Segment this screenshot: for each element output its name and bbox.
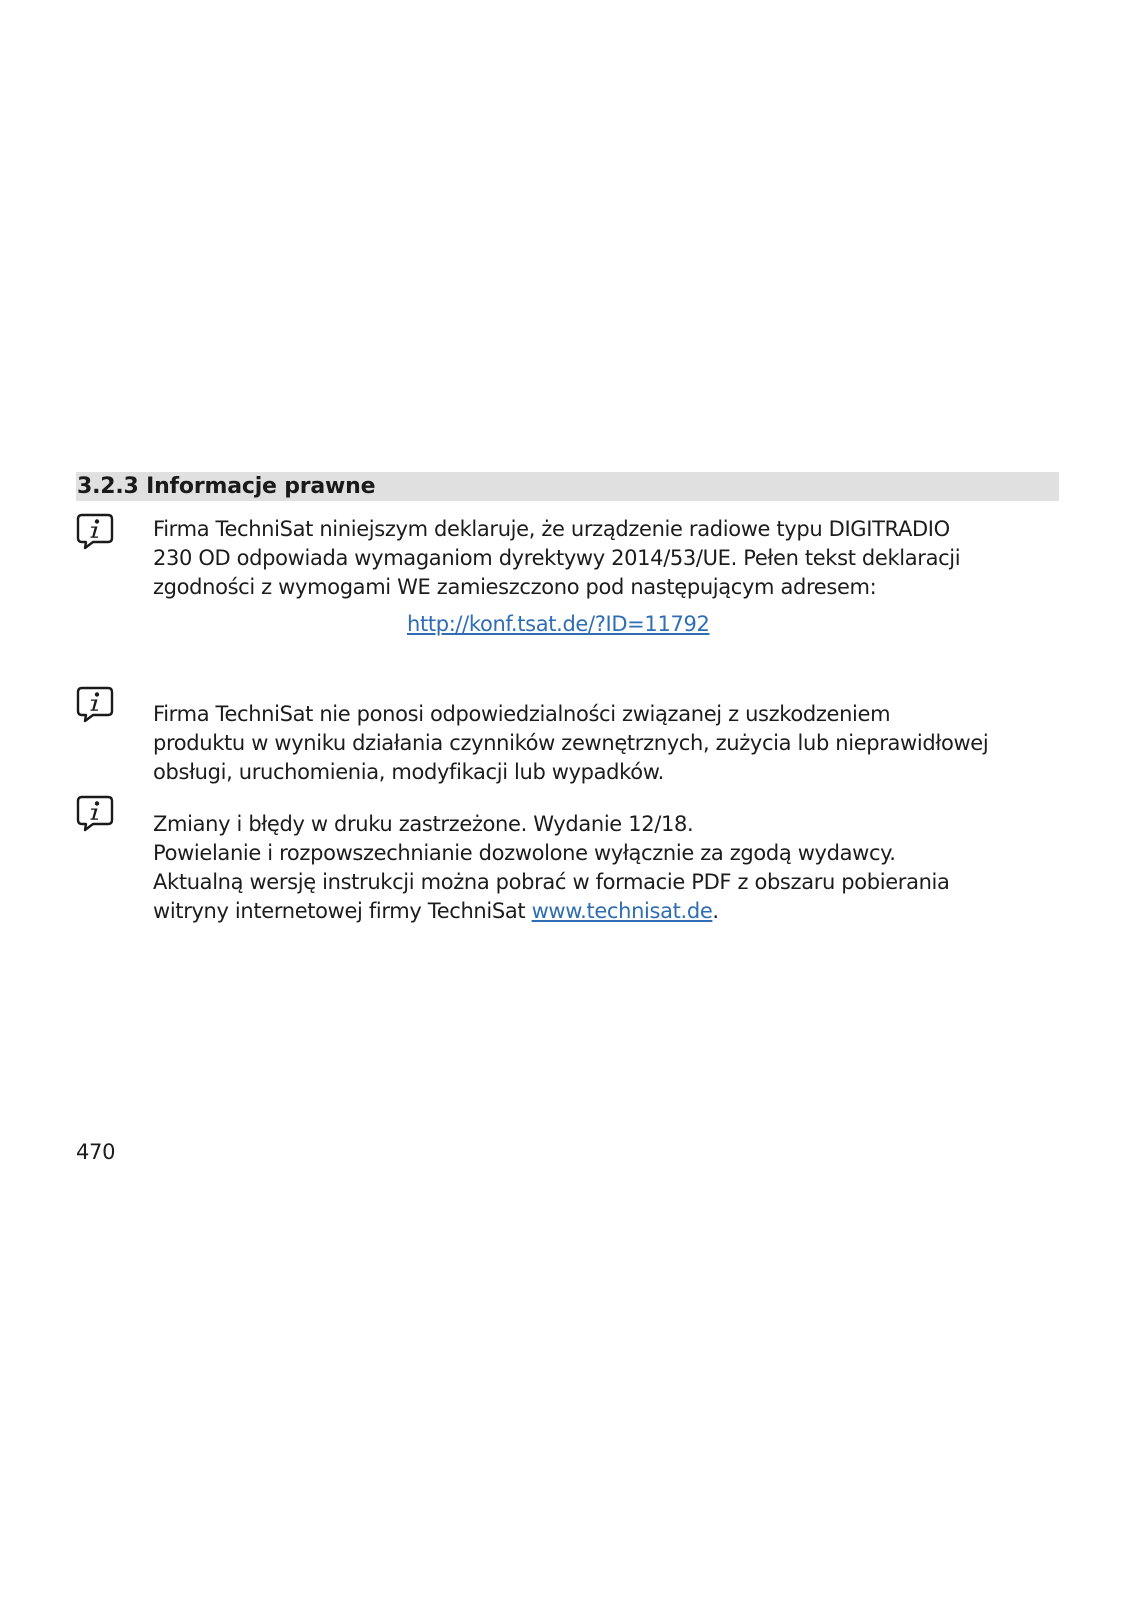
note-edition: [153, 810, 1063, 926]
info-icon: [76, 512, 114, 550]
declaration-link[interactable]: http://konf.tsat.de/?ID=11792: [407, 612, 710, 636]
note-liability: [153, 700, 1063, 787]
website-link[interactable]: www.technisat.de: [531, 899, 713, 923]
section-heading: 3.2.3 Informacje prawne: [76, 472, 1059, 501]
note-line: Aktualną wersję instrukcji można pobrać w formacie PDF z obszaru pobierania: [153, 870, 950, 894]
note-line: Zmiany i błędy w druku zastrzeżone. Wydanie 12/18.: [153, 812, 694, 836]
note-line-prefix: witryny internetowej firmy TechniSat: [153, 899, 532, 923]
note-line: obsługi, uruchomienia, modyfikacji lub wypadków.: [153, 760, 664, 784]
note-line: Powielanie i rozpowszechnianie dozwolone wyłącznie za zgodą wydawcy.: [153, 841, 896, 865]
note-line: 230 OD odpowiada wymaganiom dyrektywy 2014/53/UE. Pełen tekst deklaracji: [153, 546, 961, 570]
note-line: zgodności z wymogami WE zamieszczono pod następującym adresem:: [153, 575, 877, 599]
note-declaration: [153, 515, 1063, 639]
note-line: Firma TechniSat niniejszym deklaruje, że urządzenie radiowe typu DIGITRADIO: [153, 517, 950, 541]
note-line: produktu w wyniku działania czynników zewnętrznych, zużycia lub nieprawidłowej: [153, 731, 989, 755]
info-icon: [76, 685, 114, 723]
note-line-suffix: .: [712, 899, 719, 923]
note-line-with-link: [153, 897, 1063, 926]
page-number: 470: [76, 1140, 116, 1164]
note-line: Firma TechniSat nie ponosi odpowiedzialności związanej z uszkodzeniem: [153, 702, 891, 726]
info-icon: [76, 794, 114, 832]
